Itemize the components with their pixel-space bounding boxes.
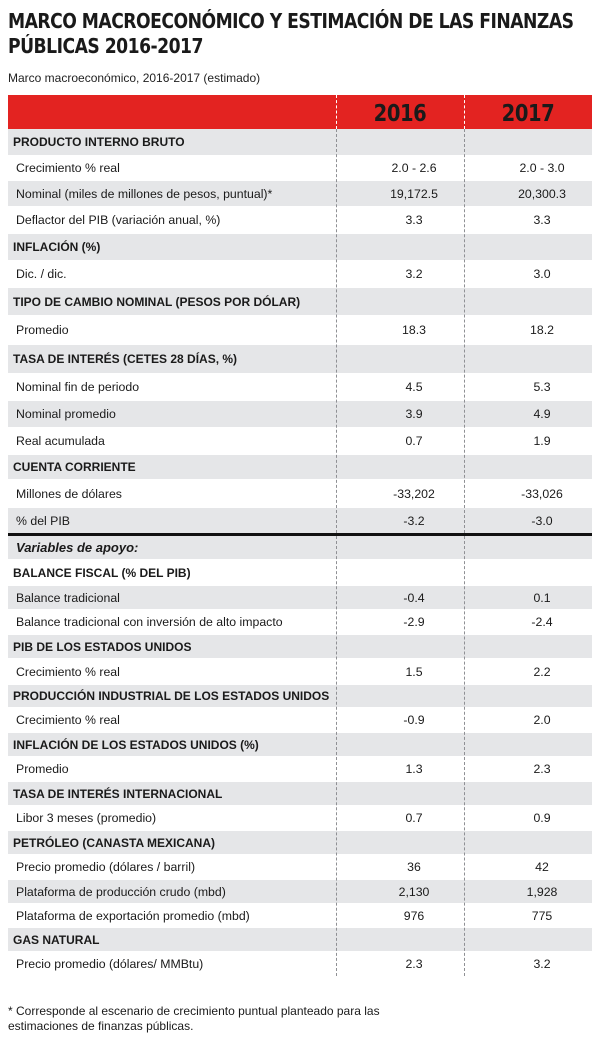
row-label: Precio promedio (dólares / barril) (16, 860, 196, 874)
section-heading-row (8, 233, 592, 260)
value-2017: 3.0 (533, 267, 551, 281)
section-label: Variables de apoyo: (16, 540, 139, 555)
value-2016: 18.3 (402, 323, 426, 337)
row-label: Libor 3 meses (promedio) (16, 811, 157, 825)
row-label: Crecimiento % real (16, 161, 120, 175)
macro-table (8, 95, 592, 976)
value-2017: 2.0 (533, 713, 551, 727)
row-label: Nominal (miles de millones de pesos, puntual)* (16, 186, 273, 201)
column-separator (464, 536, 465, 976)
table-row (8, 903, 592, 927)
section-label: TASA DE INTERÉS INTERNACIONAL (13, 786, 223, 801)
value-2017: 0.1 (533, 590, 551, 605)
row-label: Dic. / dic. (16, 267, 67, 281)
table-row (8, 609, 592, 634)
value-2017: 3.3 (533, 213, 551, 227)
section-label: PRODUCTO INTERNO BRUTO (13, 135, 185, 149)
table-row (8, 585, 592, 609)
value-2016: 2,130 (398, 884, 430, 899)
section-label: TIPO DE CAMBIO NOMINAL (PESOS POR DÓLAR) (13, 294, 301, 309)
value-2017: 4.9 (533, 407, 551, 421)
row-label: Deflactor del PIB (variación anual, %) (16, 213, 221, 227)
value-2016: 19,172.5 (390, 186, 438, 201)
value-2017: 2.3 (533, 762, 551, 776)
table-row (8, 400, 592, 427)
value-2016: 1.5 (405, 664, 423, 679)
value-2017: 42 (535, 860, 549, 874)
column-separator (336, 129, 337, 533)
row-label: Millones de dólares (16, 486, 122, 501)
support-heading-row (8, 536, 592, 559)
section-heading-row (8, 830, 592, 854)
table-row (8, 180, 592, 206)
row-label: Crecimiento % real (16, 713, 120, 727)
value-2017: 775 (531, 908, 553, 923)
page-title: MARCO MACROECONÓMICO Y ESTIMACIÓN DE LAS FINANZAS PÚBLICAS 2016-2017 (8, 9, 574, 58)
table-row (8, 155, 592, 180)
value-2017: 18.2 (530, 323, 554, 337)
row-label: Real acumulada (16, 434, 105, 448)
section-label: GAS NATURAL (13, 932, 100, 947)
table-row (8, 373, 592, 400)
value-2017: 3.2 (533, 957, 551, 971)
value-2016: 2.3 (405, 957, 423, 971)
table-subtitle: Marco macroeconómico, 2016-2017 (estimado) (8, 71, 261, 85)
row-label: Plataforma de producción crudo (mbd) (16, 884, 226, 899)
table-body-support (8, 536, 592, 976)
value-2017: 5.3 (533, 380, 551, 394)
value-2017: -3.0 (531, 513, 553, 528)
table-row (8, 507, 592, 533)
row-label: Nominal promedio (16, 407, 116, 421)
column-separator (464, 129, 465, 533)
section-heading-row (8, 454, 592, 479)
value-2016: 3.9 (405, 407, 423, 421)
section-label: PRODUCCIÓN INDUSTRIAL DE LOS ESTADOS UNIDOS (13, 689, 330, 703)
value-2016: -0.4 (403, 590, 425, 605)
section-heading-row (8, 559, 592, 585)
table-row (8, 427, 592, 454)
section-label: CUENTA CORRIENTE (13, 460, 136, 474)
section-heading-row (8, 781, 592, 805)
table-row (8, 951, 592, 976)
value-2017: -2.4 (531, 615, 553, 629)
section-label: INFLACIÓN (%) (13, 240, 101, 254)
header-separator (464, 95, 465, 129)
table-row (8, 315, 592, 344)
table-row (8, 805, 592, 830)
value-2017: 2.0 - 3.0 (519, 161, 565, 175)
value-2016: 2.0 - 2.6 (391, 161, 437, 175)
section-label: BALANCE FISCAL (% DEL PIB) (13, 565, 191, 580)
header-year-2016: 2016 (373, 101, 427, 127)
value-2016: 3.3 (405, 213, 423, 227)
value-2017: 1.9 (533, 434, 551, 448)
value-2017: 2.2 (533, 664, 551, 679)
value-2016: 0.7 (405, 811, 423, 825)
value-2016: 1.3 (405, 762, 423, 776)
column-separator (336, 536, 337, 976)
footnote: * Corresponde al escenario de crecimiento puntual planteado para las estimaciones de finanzas públicas. (8, 1004, 380, 1033)
table-row (8, 206, 592, 233)
row-label: Precio promedio (dólares/ MMBtu) (16, 957, 204, 971)
value-2016: -0.9 (403, 713, 425, 727)
row-label: Balance tradicional (16, 590, 120, 605)
table-row (8, 260, 592, 287)
row-label: Crecimiento % real (16, 664, 120, 679)
section-heading-row (8, 684, 592, 707)
table-row (8, 658, 592, 684)
row-label: Nominal fin de periodo (16, 380, 140, 394)
section-label: PETRÓLEO (CANASTA MEXICANA) (13, 835, 215, 850)
row-label: Plataforma de exportación promedio (mbd) (16, 908, 250, 923)
section-heading-row (8, 344, 592, 373)
value-2016: 3.2 (405, 267, 423, 281)
section-heading-row (8, 129, 592, 155)
value-2017: 1,928 (526, 884, 558, 899)
value-2016: -2.9 (403, 615, 425, 629)
header-year-2017: 2017 (501, 101, 555, 127)
value-2016: -33,202 (393, 486, 435, 501)
header-label-cell (8, 95, 336, 129)
row-label: Balance tradicional con inversión de alto impacto (16, 615, 283, 629)
table-row (8, 756, 592, 781)
value-2016: -3.2 (403, 513, 425, 528)
table-header (8, 95, 592, 129)
value-2016: 4.5 (405, 380, 423, 394)
table-row (8, 479, 592, 507)
section-label: TASA DE INTERÉS (CETES 28 DÍAS, %) (13, 352, 238, 366)
table-row (8, 707, 592, 732)
table-body-macro (8, 129, 592, 533)
section-label: PIB DE LOS ESTADOS UNIDOS (13, 639, 192, 654)
table-row (8, 854, 592, 879)
section-label: INFLACIÓN DE LOS ESTADOS UNIDOS (%) (13, 737, 259, 752)
value-2017: 20,300.3 (518, 186, 566, 201)
row-label: Promedio (16, 762, 69, 776)
section-heading-row (8, 927, 592, 951)
value-2016: 0.7 (405, 434, 423, 448)
section-heading-row (8, 287, 592, 315)
value-2016: 36 (407, 860, 421, 874)
table-row (8, 879, 592, 903)
value-2016: 976 (403, 908, 425, 923)
value-2017: -33,026 (521, 486, 563, 501)
value-2017: 0.9 (533, 811, 551, 825)
row-label: Promedio (16, 323, 69, 337)
section-heading-row (8, 732, 592, 756)
header-separator (336, 95, 337, 129)
section-heading-row (8, 634, 592, 658)
row-label: % del PIB (16, 513, 70, 528)
